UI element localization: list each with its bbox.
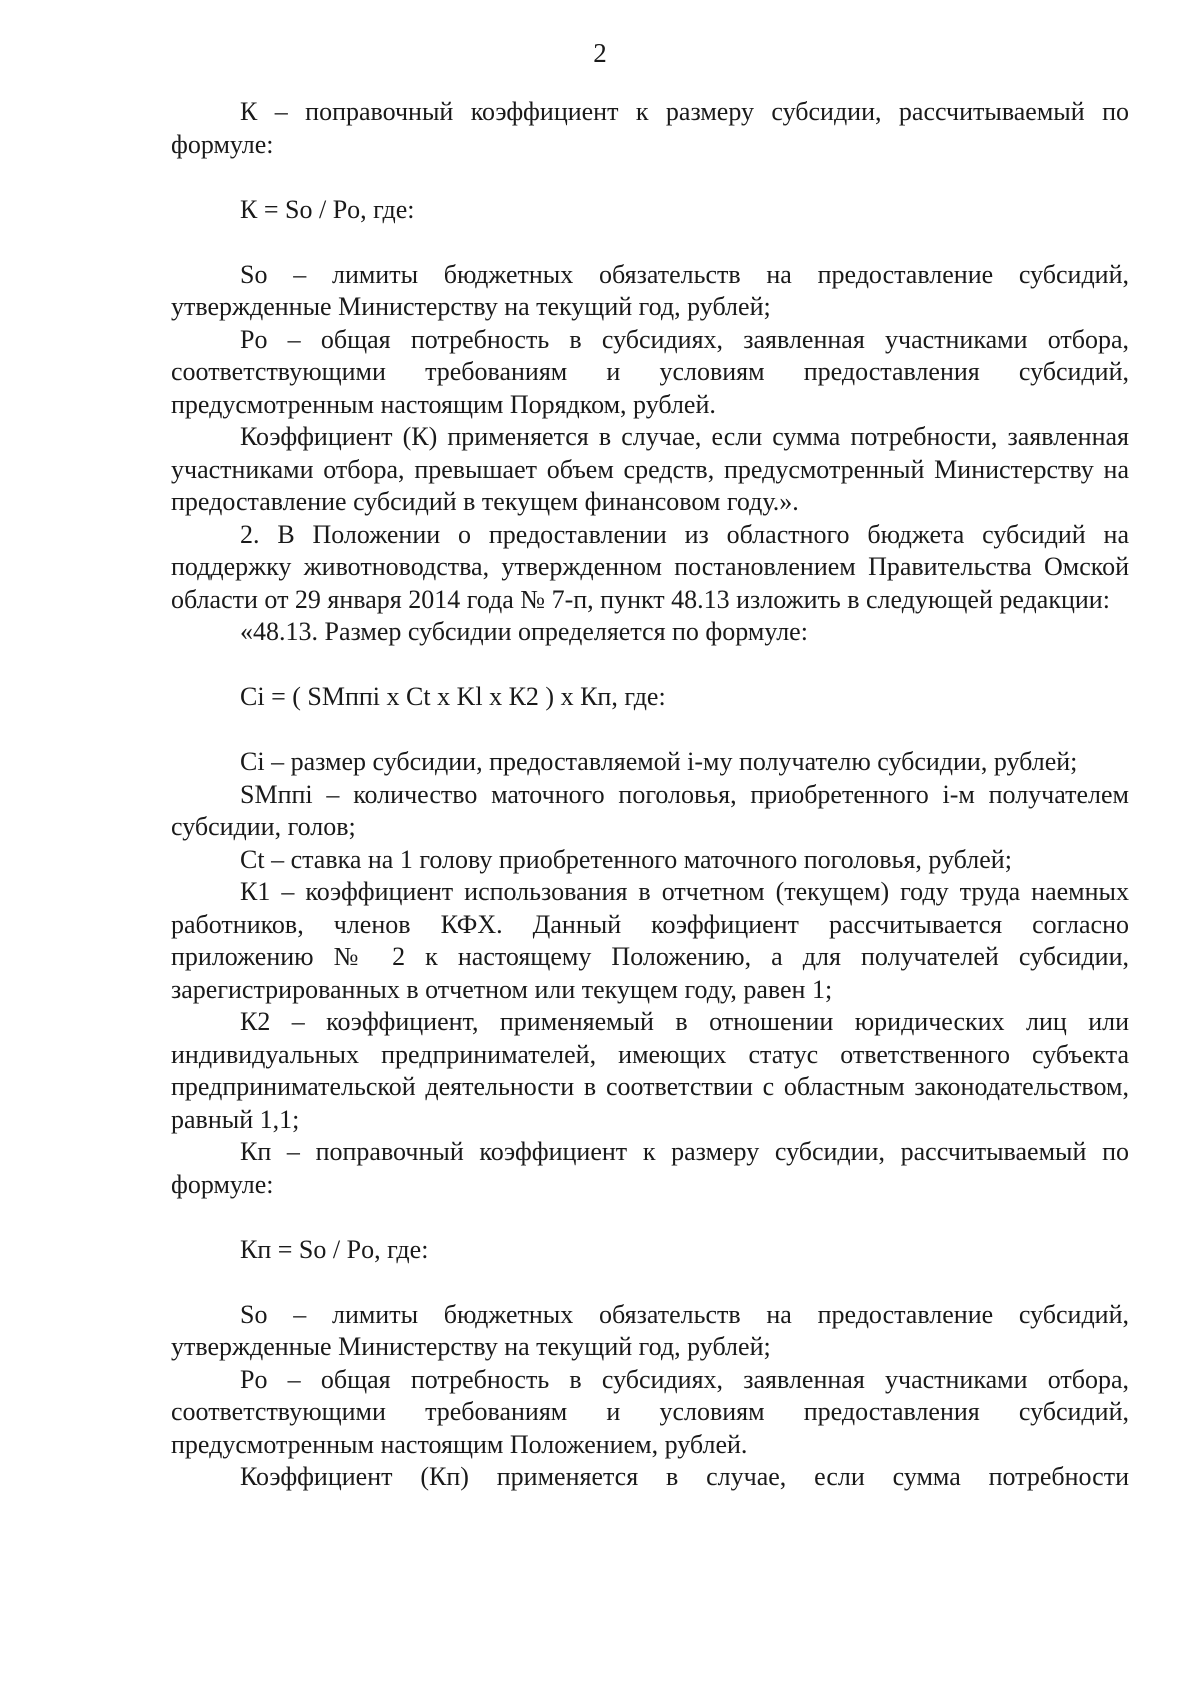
paragraph-ci-definition: Ci – размер субсидии, предоставляемой i-му получателю субсидии, рублей;	[240, 747, 1078, 776]
paragraph-k1-definition: К1 – коэффициент использования в отчетном (текущем) году труда наемных работников, членов КФХ. Данный коэффициент рассчитывается согласно приложению № 2 к настоящему Положению, а для получателей субсидии, зарегистрированных в отчетном или текущем году, равен 1;	[171, 877, 1129, 1004]
page-number: 2	[593, 38, 607, 68]
formula-kp: Кп = So / Po, где:	[240, 1234, 429, 1264]
paragraph-so-definition-2: So – лимиты бюджетных обязательств на предоставление субсидий, утвержденные Министерству на текущий год, рублей;	[171, 1299, 1129, 1361]
paragraph-item-2: 2. В Положении о предоставлении из областного бюджета субсидий на поддержку животноводства, утвержденном постановлением Правительства Омской области от 29 января 2014 года № 7-п, пункт 48.13 изложить в следующей редакции:	[171, 519, 1129, 614]
paragraph-48-13-intro: «48.13. Размер субсидии определяется по формуле:	[240, 617, 808, 646]
paragraph-so-definition: So – лимиты бюджетных обязательств на предоставление субсидий, утвержденные Министерству на текущий год, рублей;	[171, 259, 1129, 321]
paragraph-k-definition: К – поправочный коэффициент к размеру субсидии, рассчитываемый по формуле:	[171, 97, 1129, 159]
paragraph-smppi-definition: SMппi – количество маточного поголовья, приобретенного i-м получателем субсидии, голов;	[171, 779, 1129, 841]
paragraph-k-condition: Коэффициент (К) применяется в случае, если сумма потребности, заявленная участниками отбора, превышает объем средств, предусмотренный Министерству на предоставление субсидий в текущем финансовом году.».	[171, 422, 1129, 516]
paragraph-kp-condition: Коэффициент (Кп) применяется в случае, если сумма потребности	[240, 1462, 1129, 1491]
formula-ci: Ci = ( SMппi х Ct х Kl х К2 ) х Кп, где:	[240, 682, 666, 711]
document-body	[171, 96, 1129, 1494]
paragraph-ct-definition: Ct – ставка на 1 голову приобретенного маточного поголовья, рублей;	[240, 844, 1012, 874]
formula-k: К = So / Po, где:	[240, 194, 415, 224]
paragraph-k2-definition: К2 – коэффициент, применяемый в отношении юридических лиц или индивидуальных предпринимателей, имеющих статус ответственного субъекта предпринимательской деятельности в соответствии с областным законодательством, равный 1,1;	[171, 1007, 1129, 1134]
paragraph-kp-definition: Кп – поправочный коэффициент к размеру субсидии, рассчитываемый по формуле:	[171, 1137, 1129, 1199]
paragraph-po-definition: Po – общая потребность в субсидиях, заявленная участниками отбора, соответствующими требованиям и условиям предоставления субсидий, предусмотренным настоящим Порядком, рублей.	[171, 324, 1129, 419]
paragraph-po-definition-2: Po – общая потребность в субсидиях, заявленная участниками отбора, соответствующими требованиям и условиям предоставления субсидий, предусмотренным настоящим Положением, рублей.	[171, 1364, 1129, 1459]
